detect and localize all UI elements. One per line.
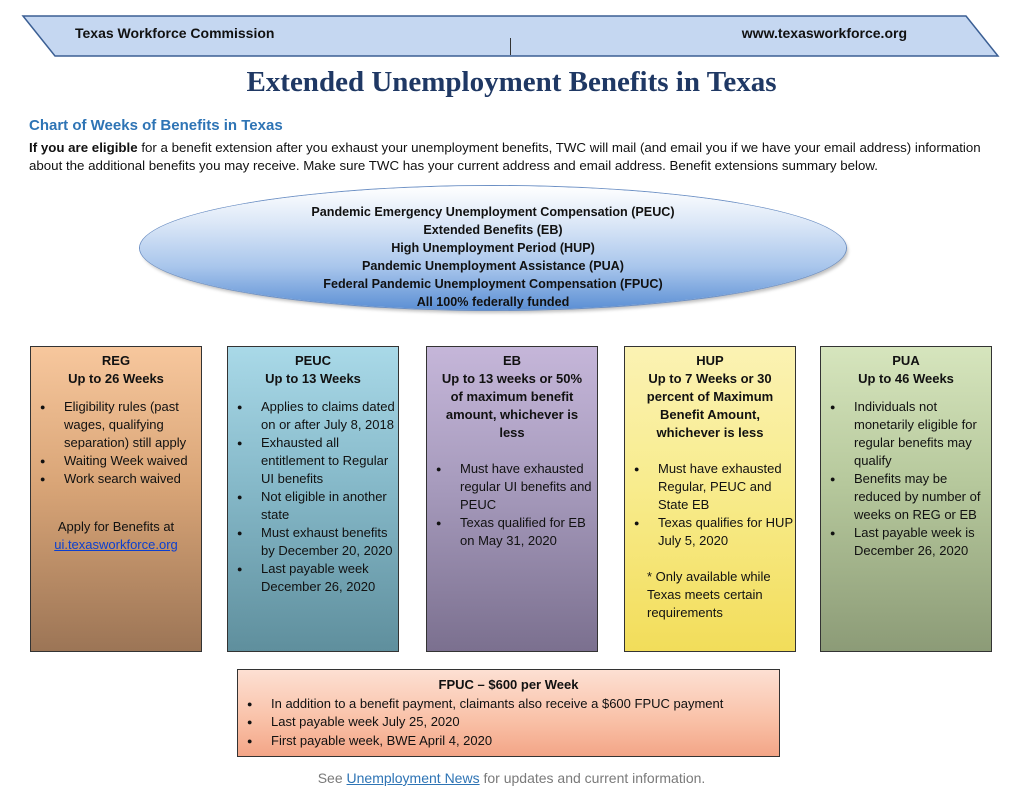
eb-title: EB (502, 353, 522, 368)
list-item: ● Exhausted all entitlement to Regular UI benefits (261, 434, 398, 488)
list-item: ● Last payable week July 25, 2020 (271, 713, 779, 732)
header-banner (0, 0, 1023, 62)
list-item: ● Not eligible in another state (261, 488, 398, 524)
reg-apply-note (31, 518, 201, 554)
pua-list (821, 398, 991, 560)
fpuc-list (238, 695, 779, 751)
list-item: ● Applies to claims dated on or after July 8, 2018 (261, 398, 398, 434)
list-item: ● Must exhaust benefits by December 20, 2020 (261, 524, 398, 560)
reg-title: REG (101, 353, 131, 368)
eb-weeks: Up to 13 weeks or 50% of maximum benefit amount, whichever is less (441, 371, 583, 440)
list-item: ● Last payable week December 26, 2020 (261, 560, 398, 596)
list-item: ● Work search waived (64, 470, 201, 488)
section-subtitle: Chart of Weeks of Benefits in Texas (29, 117, 283, 134)
peuc-title: PEUC (294, 353, 332, 368)
eb-list (427, 460, 597, 550)
oval-line: Extended Benefits (EB) (423, 223, 563, 237)
peuc-box (227, 346, 399, 652)
reg-list (31, 398, 201, 488)
oval-line: Pandemic Emergency Unemployment Compensation (PEUC) (311, 205, 675, 219)
eb-header (427, 347, 597, 442)
hup-header (625, 347, 795, 442)
page-title: Extended Unemployment Benefits in Texas (246, 66, 777, 98)
intro-text: for a benefit extension after you exhaust your unemployment benefits, TWC will mail (and email you if we have your email address) information about the additional benefits you may receive. Make sure TWC has your current address and email address. Benefit extensions summary below. (29, 140, 981, 173)
banner-divider (510, 38, 511, 55)
list-item: ● Last payable week is December 26, 2020 (854, 524, 991, 560)
hup-weeks: Up to 7 Weeks or 30 percent of Maximum Benefit Amount, whichever is less (646, 371, 774, 440)
hup-title: HUP (696, 353, 724, 368)
list-item: ● In addition to a benefit payment, claimants also receive a $600 FPUC payment (271, 695, 779, 714)
peuc-weeks: Up to 13 Weeks (265, 371, 361, 386)
pua-header (821, 347, 991, 388)
reg-box (30, 346, 202, 652)
unemployment-news-link[interactable]: Unemployment News (346, 770, 480, 786)
reg-weeks: Up to 26 Weeks (68, 371, 164, 386)
list-item: ● Individuals not monetarily eligible for regular benefits may qualify (854, 398, 991, 470)
pua-box (820, 346, 992, 652)
oval-line: Federal Pandemic Unemployment Compensation (FPUC) (323, 277, 663, 291)
intro-paragraph (29, 139, 989, 175)
list-item: ● Eligibility rules (past wages, qualifying separation) still apply (64, 398, 201, 452)
peuc-header (228, 347, 398, 388)
hup-box (624, 346, 796, 652)
list-item: ● Texas qualifies for HUP July 5, 2020 (658, 514, 795, 550)
list-item: ● Must have exhausted Regular, PEUC and State EB (658, 460, 795, 514)
apply-link[interactable]: ui.texasworkforce.org (54, 537, 178, 552)
hup-list (625, 460, 795, 550)
fpuc-box (237, 669, 780, 757)
oval-line: All 100% federally funded (416, 295, 570, 309)
oval-line: Pandemic Unemployment Assistance (PUA) (362, 259, 624, 273)
oval-line: High Unemployment Period (HUP) (391, 241, 595, 255)
banner-organization: Texas Workforce Commission (75, 25, 275, 41)
footer-note (0, 770, 1023, 786)
eb-box (426, 346, 598, 652)
list-item: ● Waiting Week waived (64, 452, 201, 470)
apply-text: Apply for Benefits at (57, 519, 175, 534)
footer-post: for updates and current information. (479, 770, 706, 786)
hup-note: * Only available while Texas meets certain requirements (647, 569, 771, 620)
list-item: ● Must have exhausted regular UI benefits and PEUC (460, 460, 597, 514)
fpuc-title: FPUC – $600 per Week (438, 677, 579, 692)
pua-title: PUA (892, 353, 920, 368)
footer-pre: See (317, 770, 347, 786)
intro-bold: If you are eligible (29, 140, 138, 155)
peuc-list (228, 398, 398, 596)
list-item: ● Texas qualified for EB on May 31, 2020 (460, 514, 597, 550)
banner-website[interactable]: www.texasworkforce.org (741, 25, 907, 41)
federal-programs-list (140, 203, 846, 311)
list-item: ● Benefits may be reduced by number of weeks on REG or EB (854, 470, 991, 524)
list-item: ● First payable week, BWE April 4, 2020 (271, 732, 779, 751)
reg-header (31, 347, 201, 388)
pua-weeks: Up to 46 Weeks (858, 371, 954, 386)
